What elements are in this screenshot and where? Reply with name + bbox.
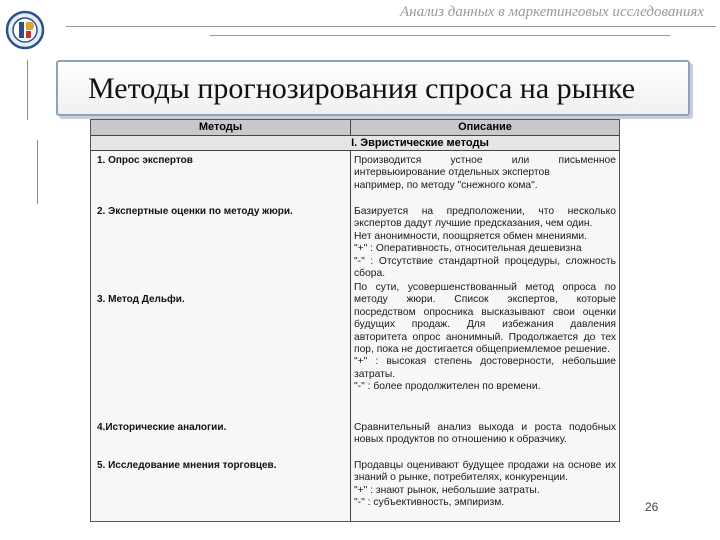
method-label: 1. Опрос экспертов bbox=[97, 155, 193, 166]
description-line: Нет анонимности, поощряется обмен мнениями. bbox=[354, 230, 588, 242]
description-line: "-" : более продолжителен по времени. bbox=[354, 381, 541, 393]
description-line: Сравнительный анализ выхода и роста подобных новых продуктов по отношению к образчику. bbox=[354, 422, 616, 446]
description-line: Производится устное или письменное интервьюирование отдельных экспертов bbox=[354, 155, 616, 179]
course-header: Анализ данных в маркетинговых исследованиях bbox=[399, 4, 704, 20]
method-label: 3. Метод Дельфи. bbox=[97, 294, 185, 305]
method-label: 5. Исследование мнения торговцев. bbox=[97, 460, 277, 471]
title-box bbox=[56, 60, 690, 116]
table-header bbox=[91, 120, 619, 136]
column-header-methods: Методы bbox=[91, 120, 351, 135]
method-description bbox=[354, 282, 616, 394]
method-label: 2. Экспертные оценки по методу жюри. bbox=[97, 206, 293, 217]
description-line: Базируется на предположении, что несколько экспертов дадут лучшие предсказания, чем один. bbox=[354, 206, 616, 230]
university-logo bbox=[5, 6, 45, 54]
method-description bbox=[354, 155, 616, 192]
description-line: "+" : знают рынок, небольшие затраты. bbox=[354, 484, 540, 496]
description-line: "-" : Отсутствие стандартной процедуры, сложность сбора. bbox=[354, 255, 616, 280]
method-label: 4.Исторические аналогии. bbox=[97, 422, 227, 433]
section-heading: I. Эвристические методы bbox=[91, 136, 619, 151]
header-divider-secondary bbox=[210, 35, 670, 36]
column-divider bbox=[350, 151, 351, 522]
description-line: "+" : высокая степень достоверности, небольшие затраты. bbox=[354, 356, 616, 380]
method-description bbox=[354, 422, 616, 447]
header-divider bbox=[66, 26, 716, 27]
method-description bbox=[354, 206, 616, 280]
method-description bbox=[354, 460, 616, 510]
description-line: например, по методу "снежного кома". bbox=[354, 179, 538, 191]
description-line: По сути, усовершенствованный метод опроса по методу жюри. Список экспертов, которые посредством опросника высказывают свои оценки будущих продаж. Для избежания давления авторитета опрос анонимный. Продолжается до тех пор, пока не достигается общеприемлемое решение. bbox=[354, 282, 616, 356]
page-number: 26 bbox=[645, 500, 659, 514]
slide-title: Методы прогнозирования спроса на рынке bbox=[88, 72, 636, 105]
decorative-line bbox=[37, 140, 38, 204]
column-header-description: Описание bbox=[458, 121, 512, 133]
description-line: Продавцы оценивают будущее продажи на основе их знаний о рынке, потребителях, конкуренции. bbox=[354, 460, 616, 484]
description-line: "+" : Оперативность, относительная дешевизна bbox=[354, 243, 582, 255]
description-line: "-" : субъективность, эмпиризм. bbox=[354, 497, 505, 509]
methods-table bbox=[90, 119, 620, 522]
decorative-line bbox=[27, 60, 28, 120]
